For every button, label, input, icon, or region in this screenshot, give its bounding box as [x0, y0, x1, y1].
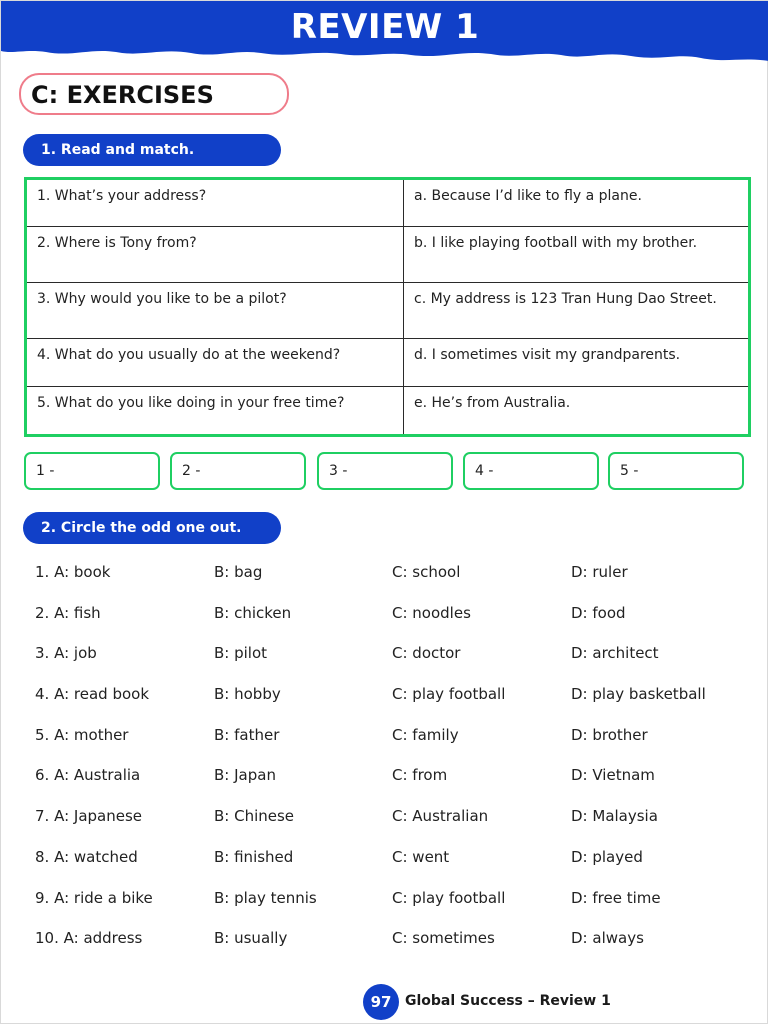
answer-input-3[interactable]: 3 - [317, 452, 453, 490]
option-a[interactable]: 6. A: Australia [35, 766, 141, 785]
option-b[interactable]: B: pilot [214, 644, 268, 663]
odd-one-out-list [35, 563, 745, 970]
table-row [26, 387, 750, 436]
option-b[interactable]: B: play tennis [214, 888, 317, 907]
option-c[interactable]: C: play football [392, 685, 506, 704]
answer-cell: b. I like playing football with my brother. [404, 227, 750, 283]
option-b[interactable]: B: hobby [214, 685, 281, 704]
option-c[interactable]: C: family [392, 725, 459, 744]
option-d[interactable]: D: Vietnam [571, 766, 655, 785]
option-c[interactable]: C: from [392, 766, 448, 785]
option-a[interactable]: 5. A: mother [35, 725, 129, 744]
option-b[interactable]: B: father [214, 725, 280, 744]
option-b[interactable]: B: Chinese [214, 807, 295, 826]
answer-cell: d. I sometimes visit my grandparents. [404, 339, 750, 387]
option-c[interactable]: C: noodles [392, 603, 471, 622]
list-item [35, 848, 745, 889]
option-c[interactable]: C: went [392, 847, 450, 866]
option-b[interactable]: B: chicken [214, 603, 292, 622]
option-a[interactable]: 1. A: book [35, 563, 111, 581]
table-row [26, 227, 750, 283]
option-a[interactable]: 10. A: address [35, 929, 143, 948]
list-item [35, 685, 745, 726]
match-table [24, 177, 751, 437]
option-d[interactable]: D: play basketball [571, 685, 706, 704]
option-c[interactable]: C: play football [392, 888, 506, 907]
answer-boxes [24, 452, 746, 492]
option-c[interactable]: C: doctor [392, 644, 461, 663]
option-d[interactable]: D: ruler [571, 563, 628, 581]
section-heading [19, 73, 289, 115]
option-b[interactable]: B: finished [214, 847, 294, 866]
option-d[interactable]: D: played [571, 847, 643, 866]
answer-input-2[interactable]: 2 - [170, 452, 306, 490]
option-a[interactable]: 8. A: watched [35, 847, 138, 866]
option-a[interactable]: 9. A: ride a bike [35, 888, 153, 907]
page-title: REVIEW 1 [290, 7, 480, 47]
answer-input-4[interactable]: 4 - [463, 452, 599, 490]
table-row [26, 339, 750, 387]
option-a[interactable]: 4. A: read book [35, 685, 150, 704]
option-a[interactable]: 3. A: job [35, 644, 97, 663]
question-cell: 2. Where is Tony from? [26, 227, 404, 283]
option-d[interactable]: D: brother [571, 725, 648, 744]
option-c[interactable]: C: Australian [392, 807, 489, 826]
list-item [35, 807, 745, 848]
option-d[interactable]: D: architect [571, 644, 659, 663]
footer-caption: Global Success – Review 1 [405, 993, 611, 1009]
option-d[interactable]: D: food [571, 603, 626, 622]
answer-cell: a. Because I’d like to fly a plane. [404, 179, 750, 227]
list-item [35, 726, 745, 767]
section-heading-text: C: EXERCISES [31, 81, 214, 109]
list-item [35, 766, 745, 807]
option-c[interactable]: C: sometimes [392, 929, 495, 948]
option-a[interactable]: 7. A: Japanese [35, 807, 143, 826]
list-item [35, 644, 745, 685]
answer-input-5[interactable]: 5 - [608, 452, 744, 490]
option-d[interactable]: D: free time [571, 888, 661, 907]
question-cell: 1. What’s your address? [26, 179, 404, 227]
answer-cell: e. He’s from Australia. [404, 387, 750, 436]
option-d[interactable]: D: always [571, 929, 644, 948]
option-c[interactable]: C: school [392, 563, 461, 581]
exercise-2-label: 2. Circle the odd one out. [23, 512, 281, 544]
title-banner [1, 1, 768, 63]
option-d[interactable]: D: Malaysia [571, 807, 658, 826]
list-item [35, 604, 745, 645]
list-item [35, 889, 745, 930]
answer-cell: c. My address is 123 Tran Hung Dao Street. [404, 283, 750, 339]
list-item [35, 563, 745, 604]
answer-input-1[interactable]: 1 - [24, 452, 160, 490]
question-cell: 3. Why would you like to be a pilot? [26, 283, 404, 339]
option-a[interactable]: 2. A: fish [35, 603, 101, 622]
table-row [26, 283, 750, 339]
page-number: 97 [363, 984, 399, 1020]
table-row [26, 179, 750, 227]
option-b[interactable]: B: bag [214, 563, 263, 581]
exercise-1-label: 1. Read and match. [23, 134, 281, 166]
question-cell: 5. What do you like doing in your free time? [26, 387, 404, 436]
list-item [35, 929, 745, 970]
question-cell: 4. What do you usually do at the weekend? [26, 339, 404, 387]
option-b[interactable]: B: Japan [214, 766, 276, 785]
option-b[interactable]: B: usually [214, 929, 288, 948]
